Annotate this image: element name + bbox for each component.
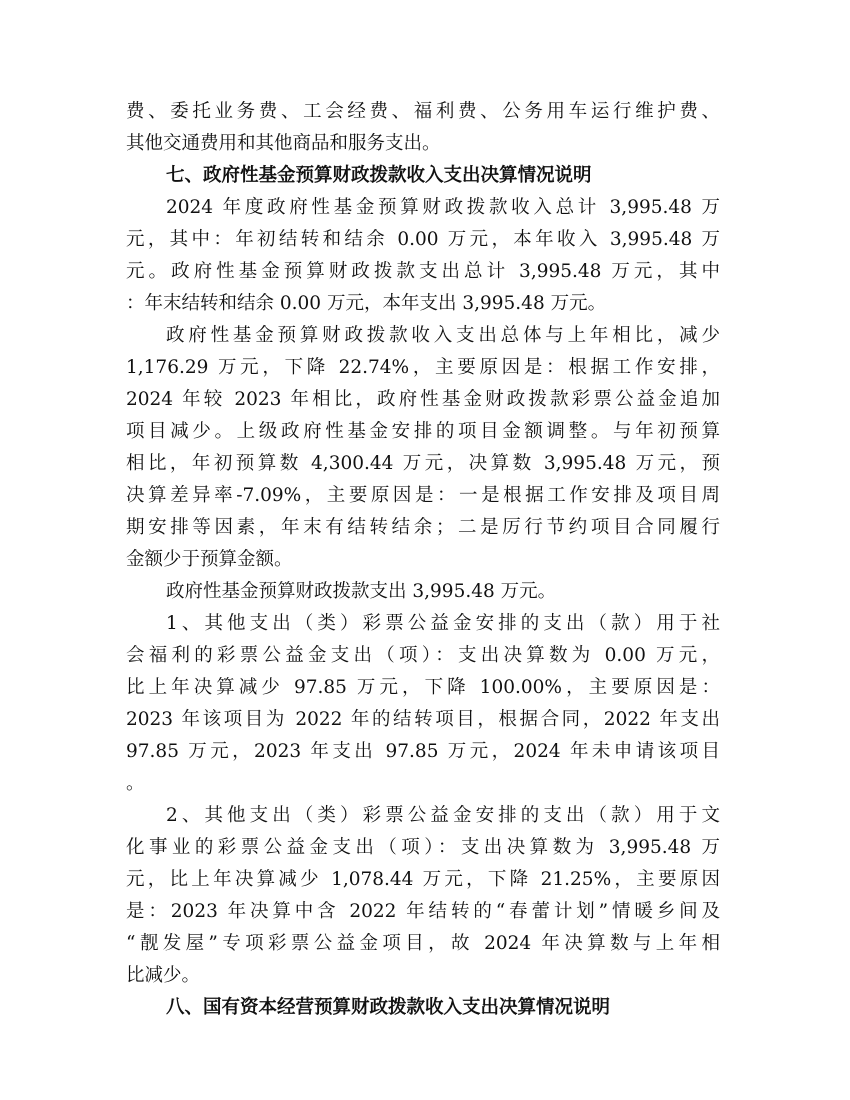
text-line: 元。政府性基金预算财政拨款支出总计 3,995.48 万元，其中 [126, 261, 720, 282]
text-line: “靓发屋”专项彩票公益金项目，故 2024 年决算数与上年相 [126, 933, 720, 954]
text-line: 2023 年该项目为 2022 年的结转项目，根据合同，2022 年支出 [126, 709, 720, 730]
text-line: 元，比上年决算减少 1,078.44 万元，下降 21.25%，主要原因 [126, 869, 720, 890]
text-line: 元，其中：年初结转和结余 0.00 万元，本年收入 3,995.48 万 [126, 229, 720, 250]
section-heading-seven: 七、政府性基金预算财政拨款收入支出决算情况说明 [166, 165, 592, 186]
text-line: 项目减少。上级政府性基金安排的项目金额调整。与年初预算 [126, 421, 720, 442]
text-line: 决算差异率-7.09%，主要原因是：一是根据工作安排及项目周 [126, 485, 720, 506]
section-heading-eight: 八、国有资本经营预算财政拨款收入支出决算情况说明 [166, 997, 611, 1018]
text-line: 比上年决算减少 97.85 万元，下降 100.00%，主要原因是： [126, 677, 720, 698]
text-line: 其他交通费用和其他商品和服务支出。 [126, 133, 441, 154]
text-line: 2024 年度政府性基金预算财政拨款收入总计 3,995.48 万 [166, 197, 720, 218]
text-line: 政府性基金预算财政拨款支出 3,995.48 万元。 [166, 581, 557, 602]
text-line: 金额少于预算金额。 [126, 549, 293, 570]
text-line: 相比，年初预算数 4,300.44 万元，决算数 3,995.48 万元，预 [126, 453, 720, 474]
text-line: 97.85 万元，2023 年支出 97.85 万元，2024 年未申请该项目 [126, 741, 720, 762]
text-line: 期安排等因素，年末有结转结余；二是厉行节约项目合同履行 [126, 517, 720, 538]
text-line: 2024 年较 2023 年相比，政府性基金财政拨款彩票公益金追加 [126, 389, 720, 410]
text-line: 比减少。 [126, 965, 201, 986]
text-line: 是：2023 年决算中含 2022 年结转的“春蕾计划”情暖乡间及 [126, 901, 720, 922]
text-line: 费、委托业务费、工会经费、福利费、公务用车运行维护费、 [126, 101, 720, 122]
document-body [126, 96, 720, 1024]
text-line: 2、其他支出（类）彩票公益金安排的支出（款）用于文 [166, 805, 720, 826]
text-line: 政府性基金预算财政拨款收入支出总体与上年相比，减少 [166, 325, 720, 346]
text-line: 化事业的彩票公益金支出（项）：支出决算数为 3,995.48 万 [126, 837, 720, 858]
text-line: 1,176.29 万元，下降 22.74%，主要原因是：根据工作安排， [126, 357, 720, 378]
text-line: 1、其他支出（类）彩票公益金安排的支出（款）用于社 [166, 613, 720, 634]
text-line: ：年末结转和结余 0.00 万元，本年支出 3,995.48 万元。 [126, 293, 607, 314]
text-line: 会福利的彩票公益金支出（项）：支出决算数为 0.00 万元， [126, 645, 720, 666]
text-line: 。 [126, 773, 145, 794]
